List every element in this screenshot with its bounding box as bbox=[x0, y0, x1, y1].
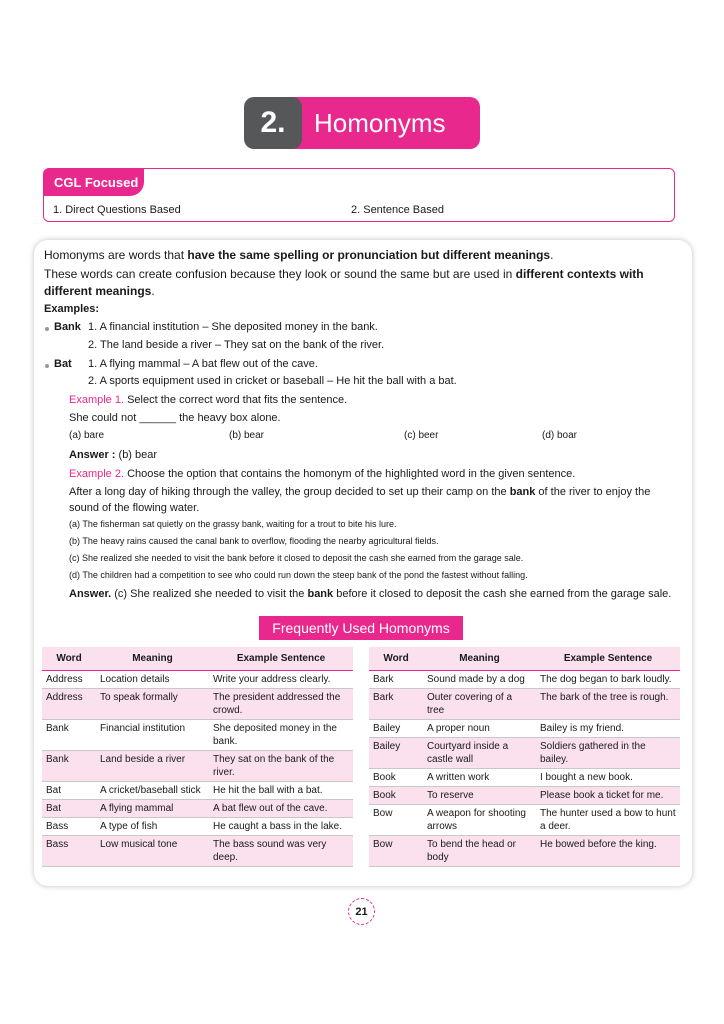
example-2-answer bbox=[69, 588, 671, 600]
example-1-text: Select the correct word that fits the sentence. bbox=[127, 394, 348, 406]
content-card bbox=[34, 240, 692, 886]
intro-line-3 bbox=[44, 284, 155, 298]
table-header-row bbox=[369, 647, 680, 671]
example-2-sentence-1 bbox=[69, 486, 650, 498]
example-cell: They sat on the bank of the river. bbox=[209, 751, 353, 782]
table-row bbox=[42, 782, 353, 800]
word-cell: Book bbox=[369, 787, 423, 805]
sentence-text: of the river to enjoy the bbox=[535, 486, 651, 498]
chapter-header bbox=[244, 97, 480, 149]
meaning-cell: A written work bbox=[423, 769, 536, 787]
example-2-label: Example 2. bbox=[69, 468, 125, 480]
word-cell: Bark bbox=[369, 689, 423, 720]
example-cell: Bailey is my friend. bbox=[536, 720, 680, 738]
table-row bbox=[369, 787, 680, 805]
cgl-item-1: 1. Direct Questions Based bbox=[53, 204, 181, 216]
meaning-cell: To speak formally bbox=[96, 689, 209, 720]
meaning-cell: Courtyard inside a castle wall bbox=[423, 738, 536, 769]
answer-label: Answer. bbox=[69, 588, 112, 600]
bullet-icon bbox=[45, 364, 49, 368]
word-cell: Address bbox=[42, 671, 96, 689]
homonym-table-right bbox=[369, 647, 680, 867]
example-1-option-a: (a) bare bbox=[69, 430, 105, 441]
table-row bbox=[369, 769, 680, 787]
word-cell: Bark bbox=[369, 671, 423, 689]
meaning-cell: To reserve bbox=[423, 787, 536, 805]
example-cell: The president addressed the crowd. bbox=[209, 689, 353, 720]
table-row bbox=[42, 671, 353, 689]
word-cell: Bat bbox=[42, 782, 96, 800]
table-row bbox=[42, 818, 353, 836]
word-cell: Bow bbox=[369, 836, 423, 867]
example-2-sentence-2: sound of the flowing water. bbox=[69, 502, 200, 514]
example-cell: He caught a bass in the lake. bbox=[209, 818, 353, 836]
header-meaning: Meaning bbox=[96, 647, 209, 671]
example-cell: The hunter used a bow to hunt a deer. bbox=[536, 805, 680, 836]
cgl-item-2: 2. Sentence Based bbox=[351, 204, 444, 216]
table-row bbox=[42, 689, 353, 720]
intro-text: These words can create confusion because they look or sound the same but are used in bbox=[44, 267, 516, 281]
meaning-cell: A flying mammal bbox=[96, 800, 209, 818]
meaning-cell: Outer covering of a tree bbox=[423, 689, 536, 720]
cgl-focused-box bbox=[43, 168, 675, 222]
meaning-cell: A type of fish bbox=[96, 818, 209, 836]
table-row bbox=[369, 671, 680, 689]
word-cell: Bank bbox=[42, 751, 96, 782]
word-cell: Bow bbox=[369, 805, 423, 836]
intro-line-2 bbox=[44, 267, 644, 281]
meaning-cell: A proper noun bbox=[423, 720, 536, 738]
meaning-cell: Land beside a river bbox=[96, 751, 209, 782]
table-row bbox=[42, 720, 353, 751]
word-cell: Bass bbox=[42, 818, 96, 836]
meaning-cell: A weapon for shooting arrows bbox=[423, 805, 536, 836]
header-example: Example Sentence bbox=[536, 647, 680, 671]
example-cell: The bark of the tree is rough. bbox=[536, 689, 680, 720]
table-row bbox=[369, 738, 680, 769]
intro-period: . bbox=[550, 248, 554, 262]
example-cell: He hit the ball with a bat. bbox=[209, 782, 353, 800]
word-cell: Bailey bbox=[369, 720, 423, 738]
word-cell: Bat bbox=[42, 800, 96, 818]
word-bat: Bat bbox=[54, 358, 72, 370]
chapter-number: 2. bbox=[244, 97, 302, 149]
example-1-sentence: She could not ______ the heavy box alone. bbox=[69, 412, 281, 424]
word-bank-meaning-1: 1. A financial institution – She deposited money in the bank. bbox=[88, 321, 378, 333]
table-row bbox=[369, 805, 680, 836]
example-1-answer bbox=[69, 449, 157, 461]
answer-value: (b) bear bbox=[118, 449, 158, 461]
intro-line-1 bbox=[44, 248, 553, 262]
homonym-table-left bbox=[42, 647, 353, 867]
example-cell: I bought a new book. bbox=[536, 769, 680, 787]
meaning-cell: Sound made by a dog bbox=[423, 671, 536, 689]
highlighted-word: bank bbox=[307, 588, 334, 600]
example-cell: The dog began to bark loudly. bbox=[536, 671, 680, 689]
table-row bbox=[369, 720, 680, 738]
table-title-banner: Frequently Used Homonyms bbox=[259, 616, 463, 640]
table-header-row bbox=[42, 647, 353, 671]
header-word: Word bbox=[369, 647, 423, 671]
intro-bold: different contexts with bbox=[515, 267, 644, 281]
example-cell: The bass sound was very deep. bbox=[209, 836, 353, 867]
word-cell: Book bbox=[369, 769, 423, 787]
table-row bbox=[42, 800, 353, 818]
answer-text: before it closed to deposit the cash she earned from the garage sale. bbox=[333, 588, 672, 600]
meaning-cell: Location details bbox=[96, 671, 209, 689]
example-2-question bbox=[69, 468, 575, 480]
table-row bbox=[42, 751, 353, 782]
table-row bbox=[369, 836, 680, 867]
sentence-text: After a long day of hiking through the valley, the group decided to set up their camp on the bbox=[69, 486, 510, 498]
example-1-label: Example 1. bbox=[69, 394, 125, 406]
example-2-option-a: (a) The fisherman sat quietly on the grassy bank, waiting for a trout to bite his lure. bbox=[69, 519, 397, 529]
word-cell: Bailey bbox=[369, 738, 423, 769]
example-2-text: Choose the option that contains the homonym of the highlighted word in the given sentence. bbox=[127, 468, 576, 480]
example-cell: Write your address clearly. bbox=[209, 671, 353, 689]
answer-text: (c) She realized she needed to visit the bbox=[111, 588, 308, 600]
meaning-cell: To bend the head or body bbox=[423, 836, 536, 867]
word-cell: Bass bbox=[42, 836, 96, 867]
intro-bold: different meanings bbox=[44, 284, 152, 298]
example-cell: He bowed before the king. bbox=[536, 836, 680, 867]
word-bat-meaning-2: 2. A sports equipment used in cricket or baseball – He hit the ball with a bat. bbox=[88, 375, 457, 387]
meaning-cell: Low musical tone bbox=[96, 836, 209, 867]
example-cell: Please book a ticket for me. bbox=[536, 787, 680, 805]
example-cell: She deposited money in the bank. bbox=[209, 720, 353, 751]
example-1-option-b: (b) bear bbox=[229, 430, 265, 441]
table-row bbox=[369, 689, 680, 720]
header-meaning: Meaning bbox=[423, 647, 536, 671]
word-cell: Bank bbox=[42, 720, 96, 751]
chapter-title: Homonyms bbox=[314, 107, 446, 138]
example-2-option-d: (d) The children had a competition to see who could run down the steep bank of the pond the fastest without falling. bbox=[69, 570, 528, 580]
word-bank-meaning-2: 2. The land beside a river – They sat on the bank of the river. bbox=[88, 339, 385, 351]
cgl-tag: CGL Focused bbox=[44, 168, 144, 196]
intro-text: Homonyms are words that bbox=[44, 248, 188, 262]
header-example: Example Sentence bbox=[209, 647, 353, 671]
example-1-option-c: (c) beer bbox=[404, 430, 439, 441]
word-bat-meaning-1: 1. A flying mammal – A bat flew out of the cave. bbox=[88, 358, 318, 370]
page-number: 21 bbox=[348, 898, 375, 925]
example-2-option-c: (c) She realized she needed to visit the bank before it closed to deposit the cash she earned from the garage sale. bbox=[69, 553, 524, 563]
header-word: Word bbox=[42, 647, 96, 671]
highlighted-word: bank bbox=[509, 486, 536, 498]
bullet-icon bbox=[45, 327, 49, 331]
examples-label: Examples: bbox=[44, 303, 100, 315]
answer-label: Answer : bbox=[69, 449, 116, 461]
example-1-question bbox=[69, 394, 347, 406]
example-1-option-d: (d) boar bbox=[542, 430, 578, 441]
example-cell: A bat flew out of the cave. bbox=[209, 800, 353, 818]
example-cell: Soldiers gathered in the bailey. bbox=[536, 738, 680, 769]
meaning-cell: A cricket/baseball stick bbox=[96, 782, 209, 800]
table-row bbox=[42, 836, 353, 867]
example-2-option-b: (b) The heavy rains caused the canal bank to overflow, flooding the nearby agricultural fields. bbox=[69, 536, 439, 546]
intro-bold: have the same spelling or pronunciation but different meanings bbox=[187, 248, 551, 262]
word-bank: Bank bbox=[54, 321, 81, 333]
intro-period: . bbox=[151, 284, 155, 298]
word-cell: Address bbox=[42, 689, 96, 720]
meaning-cell: Financial institution bbox=[96, 720, 209, 751]
